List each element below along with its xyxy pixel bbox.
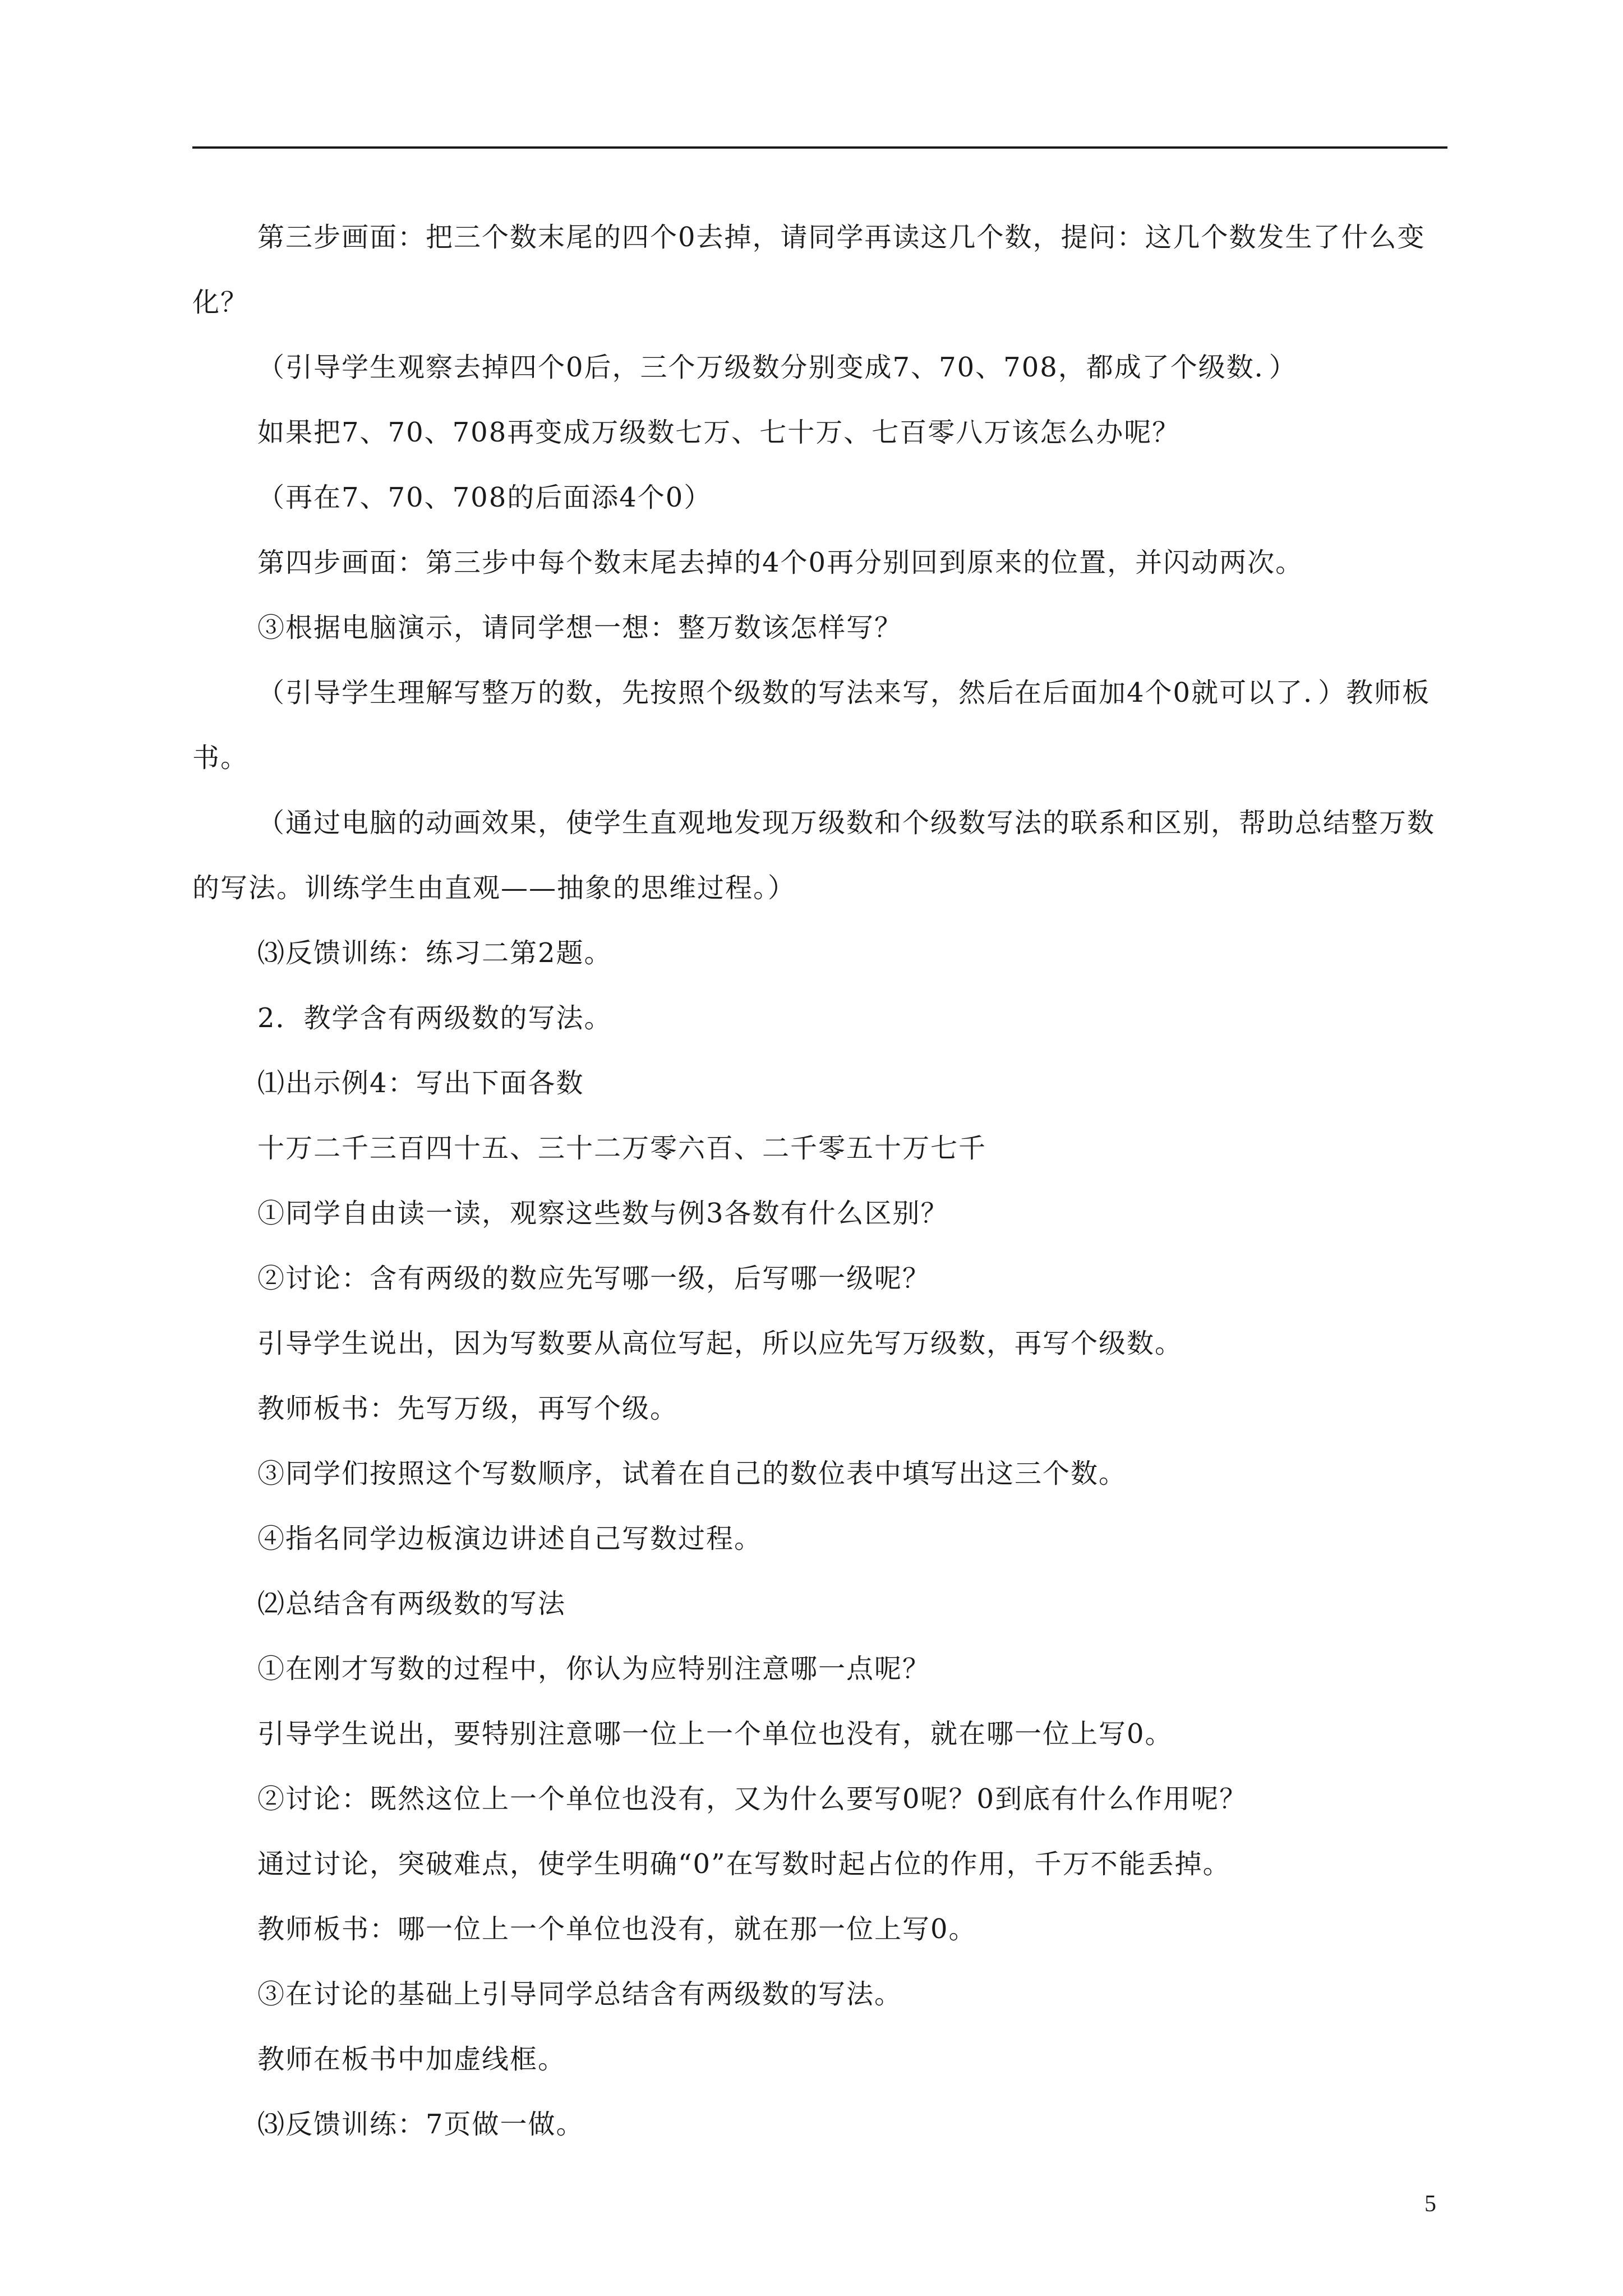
- paragraph: ③根据电脑演示，请同学想一想：整万数该怎样写？: [257, 612, 903, 643]
- paragraph: ②讨论：含有两级的数应先写哪一级，后写哪一级呢？: [257, 1263, 931, 1294]
- paragraph: 2．教学含有两级数的写法。: [257, 1002, 612, 1034]
- paragraph: ⑴出示例4：写出下面各数: [257, 1068, 584, 1099]
- paragraph: ②讨论：既然这位上一个单位也没有，又为什么要写0呢？0到底有什么作用呢？: [257, 1783, 1248, 1815]
- paragraph: 十万二千三百四十五、三十二万零六百、二千零五十万七千: [257, 1133, 987, 1164]
- paragraph: 引导学生说出，因为写数要从高位写起，所以应先写万级数，再写个级数。: [257, 1328, 1183, 1359]
- paragraph: 教师板书：哪一位上一个单位也没有，就在那一位上写0。: [257, 1913, 977, 1945]
- paragraph: 通过讨论，突破难点，使学生明确“0”在写数时起占位的作用，千万不能丢掉。: [257, 1848, 1231, 1880]
- paragraph: 如果把7、70、708再变成万级数七万、七十万、七百零八万该怎么办呢？: [257, 417, 1181, 448]
- page-body: [192, 205, 1447, 2157]
- paragraph: ④指名同学边板演边讲述自己写数过程。: [257, 1523, 763, 1554]
- paragraph: （引导学生理解写整万的数，先按照个级数的写法来写，然后在后面加4个0就可以了．）教师板书。: [192, 677, 1431, 774]
- header-rule: [192, 146, 1447, 149]
- paragraph: ③在讨论的基础上引导同学总结含有两级数的写法。: [257, 1978, 903, 2010]
- paragraph: 第四步画面：第三步中每个数末尾去掉的4个0再分别回到原来的位置，并闪动两次。: [257, 547, 1304, 578]
- paragraph: 引导学生说出，要特别注意哪一位上一个单位也没有，就在哪一位上写0。: [257, 1718, 1173, 1750]
- paragraph: ⑶反馈训练：7页做一做。: [257, 2109, 584, 2140]
- paragraph: 第三步画面：把三个数末尾的四个0去掉，请同学再读这几个数，提问：这几个数发生了什么变化？: [192, 222, 1426, 318]
- paragraph: （通过电脑的动画效果，使学生直观地发现万级数和个级数写法的联系和区别，帮助总结整万数的写法。训练学生由直观——抽象的思维过程。）: [192, 807, 1436, 904]
- paragraph: ①同学自由读一读，观察这些数与例3各数有什么区别？: [257, 1198, 949, 1229]
- page-number: 5: [1424, 2191, 1436, 2217]
- paragraph: （再在7、70、708的后面添4个0）: [257, 482, 712, 513]
- paragraph: （引导学生观察去掉四个0后，三个万级数分别变成7、70、708，都成了个级数．）: [257, 352, 1297, 383]
- paragraph: 教师板书：先写万级，再写个级。: [257, 1393, 679, 1424]
- paragraph: ①在刚才写数的过程中，你认为应特别注意哪一点呢？: [257, 1653, 931, 1685]
- paragraph: ⑵总结含有两级数的写法: [257, 1588, 566, 1619]
- paragraph: 教师在板书中加虚线框。: [257, 2044, 566, 2075]
- paragraph: ⑶反馈训练：练习二第2题。: [257, 937, 612, 969]
- paragraph: ③同学们按照这个写数顺序，试着在自己的数位表中填写出这三个数。: [257, 1458, 1127, 1489]
